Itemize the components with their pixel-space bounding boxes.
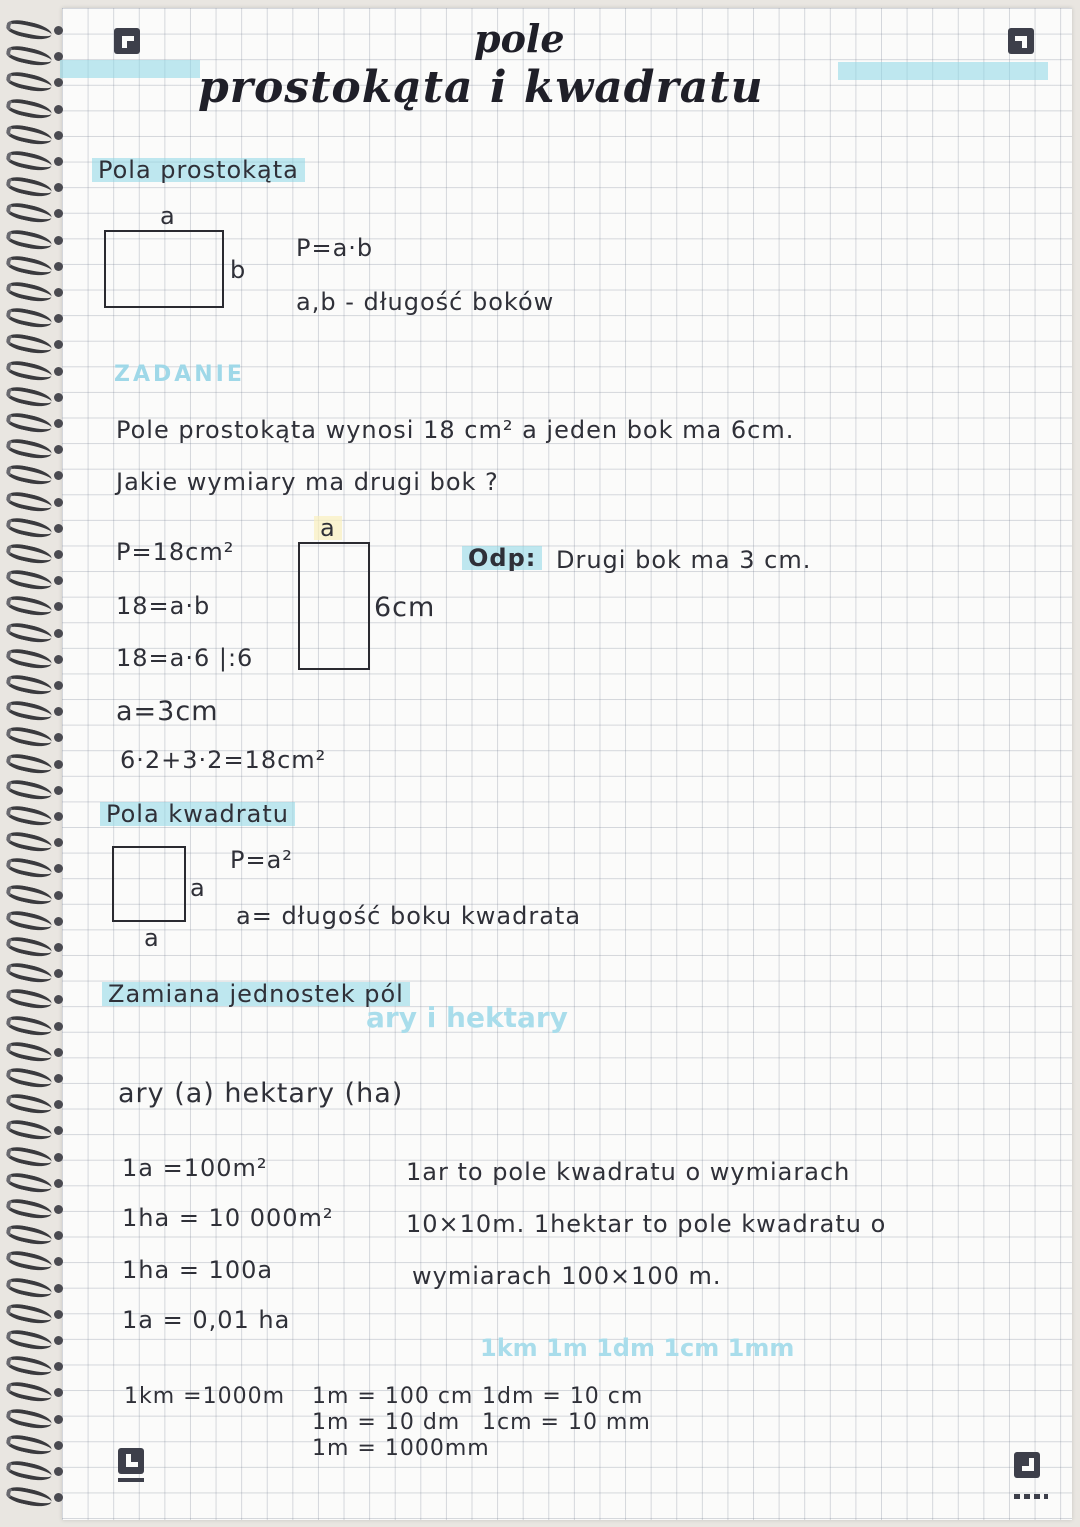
binding-hole bbox=[54, 78, 63, 87]
binding-hole bbox=[54, 864, 63, 873]
binding-hole bbox=[54, 1310, 63, 1319]
binding-hole bbox=[54, 1284, 63, 1293]
binding-hole bbox=[54, 733, 63, 742]
binding-hole bbox=[54, 157, 63, 166]
spiral-ring bbox=[5, 751, 53, 776]
corner-marker-top-right bbox=[1008, 28, 1034, 54]
binding-hole bbox=[54, 1205, 63, 1214]
binding-hole bbox=[54, 498, 63, 507]
spiral-ring bbox=[5, 1223, 53, 1248]
spiral-ring bbox=[5, 961, 53, 986]
binding-hole bbox=[54, 1022, 63, 1031]
spiral-ring bbox=[5, 568, 53, 593]
binding-hole bbox=[54, 943, 63, 952]
title-line-1: pole bbox=[474, 16, 565, 61]
binding-hole bbox=[54, 681, 63, 690]
spiral-ring bbox=[5, 358, 53, 383]
spiral-ring bbox=[5, 1275, 53, 1300]
square-formula: P=a² bbox=[230, 846, 293, 874]
task-line-2: Jakie wymiary ma drugi bok ? bbox=[116, 468, 499, 496]
rectangle-formula: P=a·b bbox=[296, 234, 374, 262]
task-step-3: 18=a·6 |:6 bbox=[116, 644, 254, 672]
binding-hole bbox=[54, 1074, 63, 1083]
spiral-ring bbox=[5, 1170, 53, 1195]
units-col2-2: 1m = 10 dm bbox=[312, 1410, 461, 1435]
spiral-ring bbox=[5, 1249, 53, 1274]
conversion-ghost-units: 1km 1m 1dm 1cm 1mm bbox=[480, 1334, 795, 1362]
binding-hole bbox=[54, 969, 63, 978]
binding-hole bbox=[54, 393, 63, 402]
binding-hole bbox=[54, 131, 63, 140]
spiral-ring bbox=[5, 725, 53, 750]
binding-hole bbox=[54, 1257, 63, 1266]
spiral-ring bbox=[5, 463, 53, 488]
units-col3-2: 1cm = 10 mm bbox=[482, 1410, 651, 1435]
binding-hole bbox=[54, 550, 63, 559]
binding-hole bbox=[54, 1336, 63, 1345]
conversion-subheading: ary (a) hektary (ha) bbox=[118, 1078, 404, 1109]
task-step-4: a=3cm bbox=[116, 696, 219, 727]
binding-hole bbox=[54, 367, 63, 376]
task-rectangle-figure bbox=[298, 542, 370, 670]
binding-hole bbox=[54, 1153, 63, 1162]
spiral-ring bbox=[5, 1196, 53, 1221]
conversion-eq-3: 1ha = 100a bbox=[122, 1256, 274, 1284]
binding-hole bbox=[54, 209, 63, 218]
binding-hole bbox=[54, 891, 63, 900]
task-label: ZADANIE bbox=[114, 362, 245, 387]
binding-hole bbox=[54, 183, 63, 192]
binding-hole bbox=[54, 26, 63, 35]
spiral-ring bbox=[5, 489, 53, 514]
spiral-ring bbox=[5, 44, 53, 69]
binding-hole bbox=[54, 1388, 63, 1397]
units-col3-1: 1dm = 10 cm bbox=[482, 1384, 644, 1409]
spiral-ring bbox=[5, 70, 53, 95]
spiral-ring bbox=[5, 1065, 53, 1090]
binding-hole bbox=[54, 707, 63, 716]
spiral-ring bbox=[5, 1327, 53, 1352]
spiral-ring bbox=[5, 437, 53, 462]
corner-marker-bottom-right bbox=[1014, 1452, 1040, 1478]
binding-hole bbox=[54, 1415, 63, 1424]
answer-label: Odp: bbox=[462, 546, 542, 570]
binding-hole bbox=[54, 262, 63, 271]
binding-hole bbox=[54, 1048, 63, 1057]
spiral-ring bbox=[5, 777, 53, 802]
binding-hole bbox=[54, 1467, 63, 1476]
spiral-ring bbox=[5, 672, 53, 697]
conversion-eq-2: 1ha = 10 000m² bbox=[122, 1204, 334, 1232]
binding-hole bbox=[54, 236, 63, 245]
binding-hole bbox=[54, 838, 63, 847]
spiral-ring bbox=[5, 384, 53, 409]
conversion-explanation-1: 1ar to pole kwadratu o wymiarach bbox=[406, 1158, 851, 1186]
spiral-ring bbox=[5, 1118, 53, 1143]
spiral-ring bbox=[5, 306, 53, 331]
binding-hole bbox=[54, 1441, 63, 1450]
spiral-ring bbox=[5, 1144, 53, 1169]
spiral-ring bbox=[5, 882, 53, 907]
binding-hole bbox=[54, 105, 63, 114]
spiral-ring bbox=[5, 803, 53, 828]
spiral-ring bbox=[5, 1013, 53, 1038]
answer-text: Drugi bok ma 3 cm. bbox=[556, 546, 812, 574]
task-figure-label-side: 6cm bbox=[374, 592, 436, 623]
task-line-1: Pole prostokąta wynosi 18 cm² a jeden bok ma 6cm. bbox=[116, 416, 795, 444]
spiral-ring bbox=[5, 1406, 53, 1431]
binding-hole bbox=[54, 419, 63, 428]
rectangle-description: a,b - długość boków bbox=[296, 288, 555, 316]
square-description: a= długość boku kwadrata bbox=[236, 902, 582, 930]
conversion-eq-1: 1a =100m² bbox=[122, 1154, 268, 1182]
binding-hole bbox=[54, 1100, 63, 1109]
binding-hole bbox=[54, 1179, 63, 1188]
binding-hole bbox=[54, 288, 63, 297]
section-heading-conversion: Zamiana jednostek pól bbox=[102, 982, 410, 1006]
spiral-ring bbox=[5, 1039, 53, 1064]
spiral-ring bbox=[5, 279, 53, 304]
spiral-ring bbox=[5, 148, 53, 173]
binding-hole bbox=[54, 655, 63, 664]
spiral-ring bbox=[5, 699, 53, 724]
rectangle-label-a: a bbox=[160, 202, 176, 230]
marker-bar bbox=[118, 1478, 144, 1482]
spiral-ring bbox=[5, 1301, 53, 1326]
rectangle-label-b: b bbox=[230, 256, 247, 284]
title-highlight-left bbox=[60, 60, 200, 78]
spiral-ring bbox=[5, 515, 53, 540]
corner-marker-bottom-left bbox=[118, 1448, 144, 1474]
spiral-ring bbox=[5, 908, 53, 933]
spiral-ring bbox=[5, 1380, 53, 1405]
square-figure bbox=[112, 846, 186, 922]
spiral-ring bbox=[5, 227, 53, 252]
spiral-ring bbox=[5, 201, 53, 226]
conversion-ghost-heading: ary i hektary bbox=[366, 1001, 568, 1034]
binding-hole bbox=[54, 314, 63, 323]
title-highlight-right bbox=[838, 62, 1048, 80]
binding-hole bbox=[54, 602, 63, 611]
spiral-ring bbox=[5, 987, 53, 1012]
spiral-ring bbox=[5, 253, 53, 278]
corner-marker-top-left bbox=[114, 28, 140, 54]
binding-hole bbox=[54, 760, 63, 769]
square-label-side: a bbox=[190, 874, 206, 902]
conversion-explanation-3: wymiarach 100×100 m. bbox=[412, 1262, 722, 1290]
binding-hole bbox=[54, 524, 63, 533]
binding-hole bbox=[54, 340, 63, 349]
spiral-binding bbox=[0, 0, 64, 1527]
binding-hole bbox=[54, 1362, 63, 1371]
spiral-ring bbox=[5, 830, 53, 855]
spiral-ring bbox=[5, 96, 53, 121]
spiral-ring bbox=[5, 934, 53, 959]
task-figure-label-a: a bbox=[314, 516, 342, 540]
binding-hole bbox=[54, 471, 63, 480]
binding-hole bbox=[54, 1231, 63, 1240]
spiral-ring bbox=[5, 594, 53, 619]
conversion-explanation-2: 10×10m. 1hektar to pole kwadratu o bbox=[406, 1210, 887, 1238]
spiral-ring bbox=[5, 1432, 53, 1457]
square-label-bottom: a bbox=[144, 924, 160, 952]
units-col2-3: 1m = 1000mm bbox=[312, 1436, 490, 1461]
spiral-ring bbox=[5, 541, 53, 566]
spiral-ring bbox=[5, 332, 53, 357]
task-step-5: 6·2+3·2=18cm² bbox=[120, 746, 327, 774]
spiral-ring bbox=[5, 17, 53, 42]
binding-hole bbox=[54, 1126, 63, 1135]
marker-dots bbox=[1014, 1494, 1048, 1499]
binding-hole bbox=[54, 576, 63, 585]
binding-hole bbox=[54, 1493, 63, 1502]
rectangle-figure bbox=[104, 230, 224, 308]
spiral-ring bbox=[5, 646, 53, 671]
spiral-ring bbox=[5, 122, 53, 147]
conversion-eq-4: 1a = 0,01 ha bbox=[122, 1306, 291, 1334]
spiral-ring bbox=[5, 1485, 53, 1510]
spiral-ring bbox=[5, 1458, 53, 1483]
title-line-2: prostokąta i kwadratu bbox=[198, 62, 764, 113]
units-col2-1: 1m = 100 cm bbox=[312, 1384, 474, 1409]
section-heading-rectangle: Pola prostokąta bbox=[92, 158, 305, 182]
spiral-ring bbox=[5, 620, 53, 645]
spiral-ring bbox=[5, 1354, 53, 1379]
spiral-ring bbox=[5, 856, 53, 881]
binding-hole bbox=[54, 995, 63, 1004]
section-heading-square: Pola kwadratu bbox=[100, 802, 295, 826]
binding-hole bbox=[54, 917, 63, 926]
units-col1-1: 1km =1000m bbox=[124, 1384, 286, 1409]
binding-hole bbox=[54, 445, 63, 454]
spiral-ring bbox=[5, 1092, 53, 1117]
task-step-1: P=18cm² bbox=[116, 538, 235, 566]
spiral-ring bbox=[5, 175, 53, 200]
binding-hole bbox=[54, 629, 63, 638]
binding-hole bbox=[54, 812, 63, 821]
task-step-2: 18=a·b bbox=[116, 592, 211, 620]
spiral-ring bbox=[5, 410, 53, 435]
binding-hole bbox=[54, 786, 63, 795]
